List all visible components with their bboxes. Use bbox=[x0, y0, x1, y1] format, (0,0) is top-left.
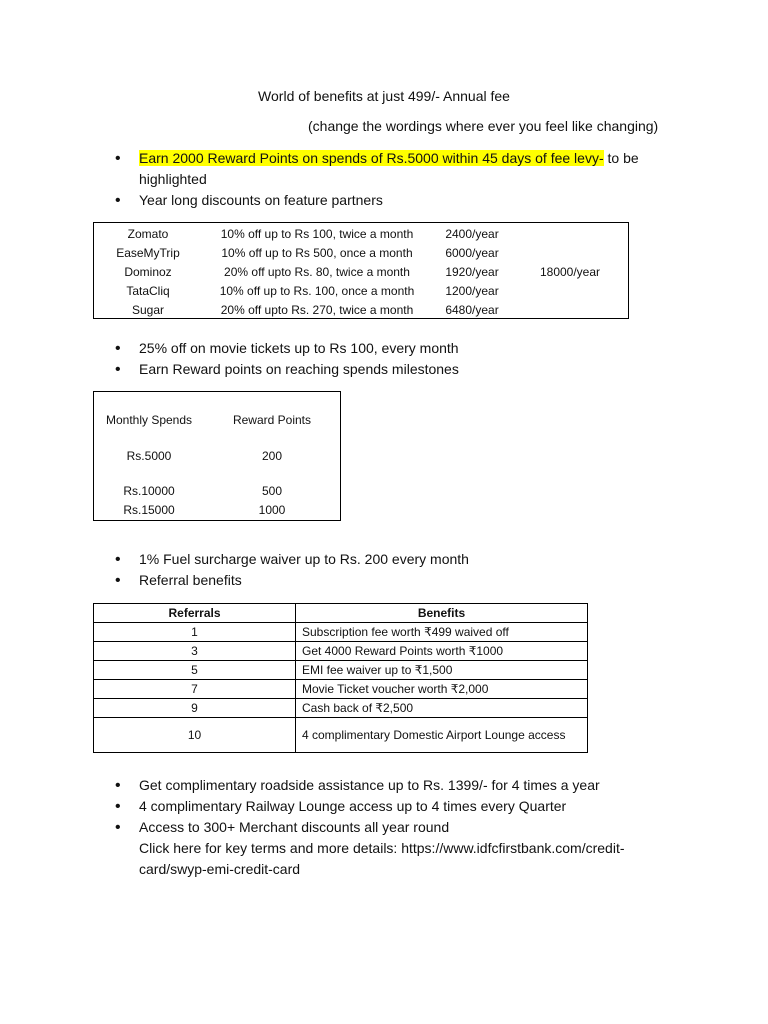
bullet-list-extras bbox=[115, 775, 675, 880]
header-reward-points: Reward Points bbox=[232, 413, 312, 427]
table-row bbox=[94, 300, 628, 319]
table-row bbox=[94, 243, 628, 262]
table-row bbox=[94, 718, 588, 753]
partner-value: 6480/year bbox=[445, 302, 499, 317]
header-monthly-spends: Monthly Spends bbox=[105, 413, 193, 427]
list-item: • Earn Reward points on reaching spends milestones bbox=[115, 359, 675, 380]
referrals-table bbox=[93, 603, 588, 753]
table-row bbox=[94, 262, 628, 281]
referral-benefit: 4 complimentary Domestic Airport Lounge access bbox=[296, 718, 588, 753]
referral-benefit: Cash back of ₹2,500 bbox=[296, 699, 588, 718]
bullet-list-intro bbox=[115, 148, 675, 211]
partner-value: 6000/year bbox=[445, 245, 499, 260]
table-row bbox=[94, 281, 628, 300]
header-referrals: Referrals bbox=[94, 604, 296, 623]
referral-count: 3 bbox=[94, 642, 296, 661]
partner-name: EaseMyTrip bbox=[116, 245, 180, 260]
spend-value: Rs.10000 bbox=[123, 484, 175, 498]
page-title: World of benefits at just 499/- Annual fee bbox=[258, 88, 510, 104]
list-item: • 25% off on movie tickets up to Rs 100, every month bbox=[115, 338, 675, 359]
list-item: • Referral benefits bbox=[115, 570, 675, 591]
referral-count: 5 bbox=[94, 661, 296, 680]
table-row bbox=[94, 623, 588, 642]
partner-offer: 10% off up to Rs. 100, once a month bbox=[219, 283, 415, 298]
referral-count: 9 bbox=[94, 699, 296, 718]
header-benefits: Benefits bbox=[296, 604, 588, 623]
partner-offer: 10% off up to Rs 100, twice a month bbox=[220, 226, 414, 241]
partner-value: 1200/year bbox=[445, 283, 499, 298]
list-item: • Year long discounts on feature partners bbox=[115, 190, 675, 211]
partner-offer: 10% off up to Rs 500, once a month bbox=[221, 245, 413, 260]
table-row bbox=[94, 661, 588, 680]
table-header bbox=[94, 604, 588, 623]
referral-benefit: Movie Ticket voucher worth ₹2,000 bbox=[296, 680, 588, 699]
partner-name: TataCliq bbox=[126, 283, 170, 298]
partner-name: Zomato bbox=[127, 226, 169, 241]
partner-offer: 20% off upto Rs. 80, twice a month bbox=[224, 264, 410, 279]
points-value: 500 bbox=[261, 484, 283, 498]
partner-name: Dominoz bbox=[124, 264, 172, 279]
referral-count: 1 bbox=[94, 623, 296, 642]
referral-benefit: Subscription fee worth ₹499 waived off bbox=[296, 623, 588, 642]
spend-value: Rs.5000 bbox=[126, 449, 172, 463]
partners-total: 18000/year bbox=[539, 264, 601, 279]
table-row bbox=[94, 699, 588, 718]
table-row bbox=[94, 224, 628, 243]
partner-offer: 20% off upto Rs. 270, twice a month bbox=[220, 302, 414, 317]
partner-name: Sugar bbox=[131, 302, 165, 317]
referral-count: 10 bbox=[94, 718, 296, 753]
referral-count: 7 bbox=[94, 680, 296, 699]
list-item: • Access to 300+ Merchant discounts all year round bbox=[115, 817, 675, 838]
list-item: • 1% Fuel surcharge waiver up to Rs. 200 every month bbox=[115, 549, 675, 570]
points-value: 200 bbox=[261, 449, 283, 463]
bullet-list-movies bbox=[115, 338, 675, 380]
list-item-text: to be highlighted bbox=[139, 150, 639, 187]
partner-value: 1920/year bbox=[445, 264, 499, 279]
referral-benefit: EMI fee waiver up to ₹1,500 bbox=[296, 661, 588, 680]
points-value: 1000 bbox=[258, 503, 286, 517]
terms-link-text[interactable]: Click here for key terms and more details: https://www.idfcfirstbank.com/credit-card/swyp-emi-credit-card bbox=[139, 840, 625, 877]
table-row bbox=[94, 642, 588, 661]
list-item: • Get complimentary roadside assistance up to Rs. 1399/- for 4 times a year bbox=[115, 775, 675, 796]
table-row bbox=[94, 680, 588, 699]
spend-value: Rs.15000 bbox=[123, 503, 175, 517]
highlighted-text: Earn 2000 Reward Points on spends of Rs.5000 within 45 days of fee levy- bbox=[139, 150, 604, 166]
partner-value: 2400/year bbox=[445, 226, 499, 241]
list-item bbox=[115, 148, 675, 190]
list-item: • 4 complimentary Railway Lounge access up to 4 times every Quarter bbox=[115, 796, 675, 817]
partners-table bbox=[93, 222, 629, 319]
bullet-list-fuel bbox=[115, 549, 675, 591]
referral-benefit: Get 4000 Reward Points worth ₹1000 bbox=[296, 642, 588, 661]
page-subtitle: (change the wordings where ever you feel like changing) bbox=[308, 118, 659, 134]
milestones-table bbox=[93, 391, 341, 521]
